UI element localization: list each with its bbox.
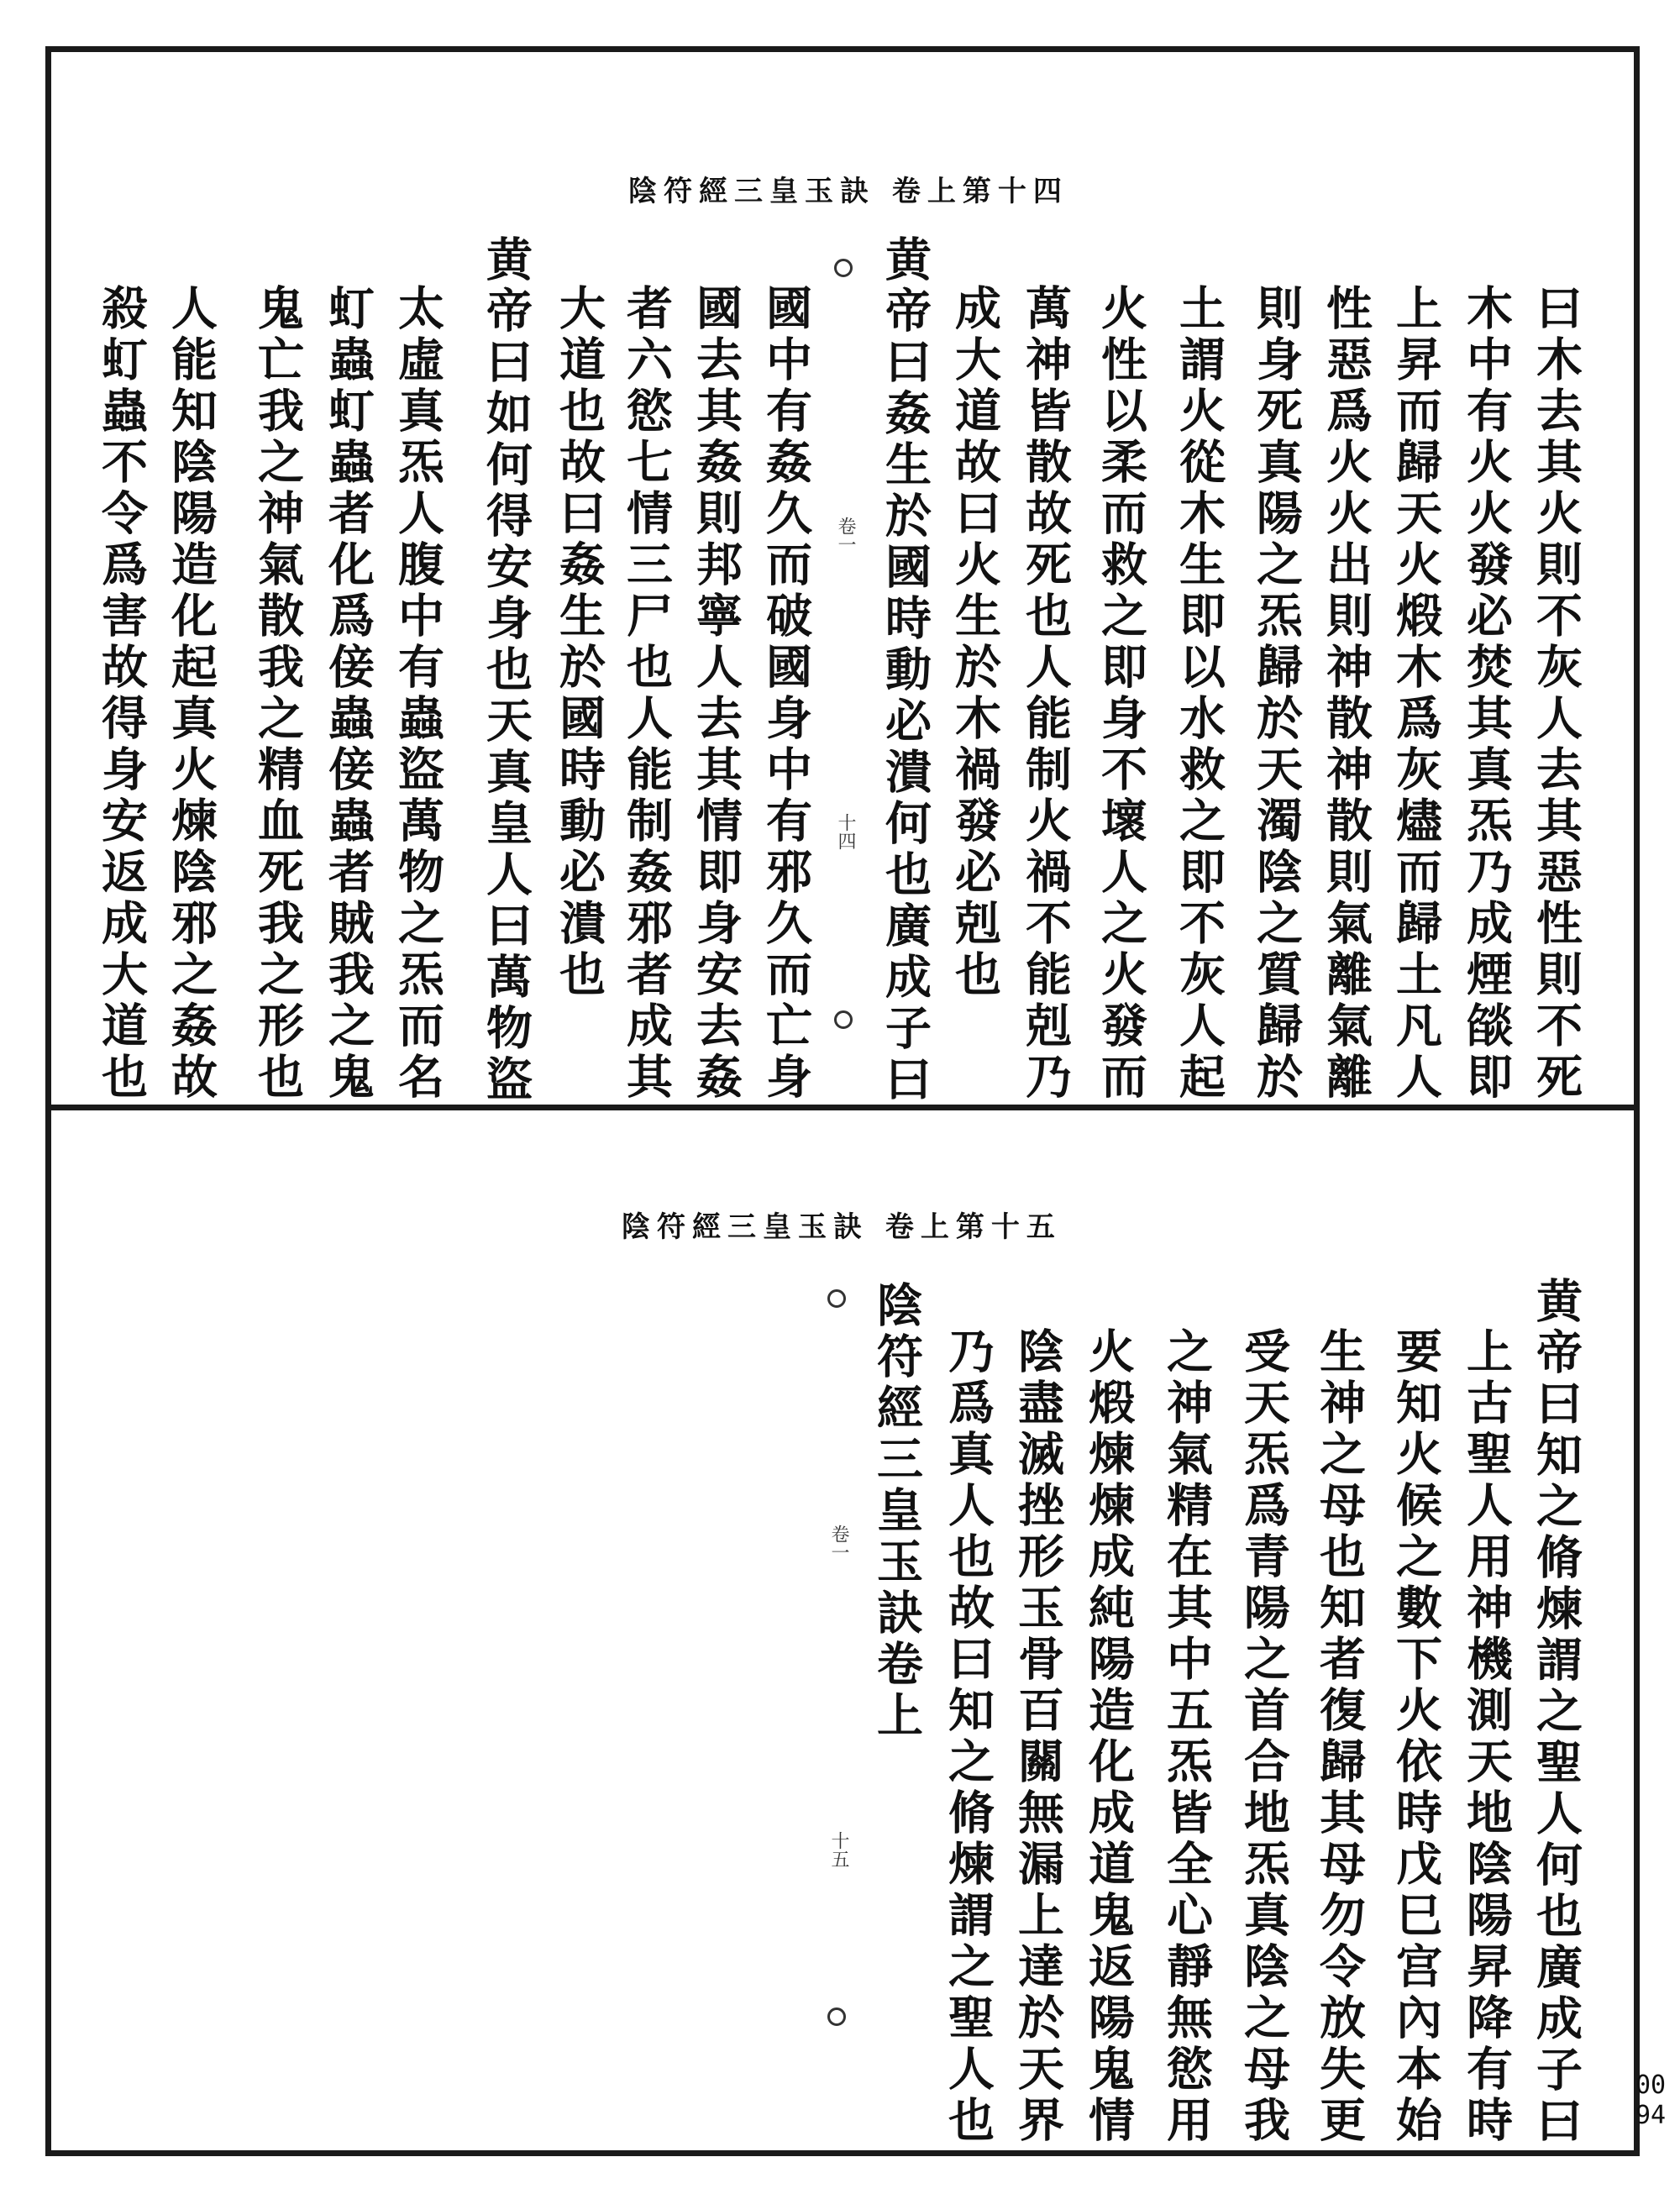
upper-column-15: 黄帝曰如何得安身也天真皇人曰萬物盜 (479, 235, 533, 1106)
paragraph-circle-mark (834, 1010, 853, 1029)
upper-column-16: 太虛真炁人腹中有蟲盜萬物之炁而名 (391, 284, 445, 1104)
lower-column-7: 火煅煉煉成純陽造化成道鬼返陽鬼情 (1081, 1327, 1136, 2147)
upper-column-19: 人能知陰陽造化起真火煉陰邪之姦故 (164, 284, 218, 1104)
upper-column-18: 鬼亡我之神氣散我之精血死我之形也 (250, 284, 305, 1104)
upper-column-5: 則身死真陽之炁歸於天濁陰之質歸於 (1249, 284, 1304, 1104)
upper-column-4: 性惡爲火火出則神散神散則氣離氣離 (1319, 284, 1373, 1104)
upper-column-20: 殺虰蟲不令爲害故得身安返成大道也 (94, 284, 149, 1104)
lower-column-6: 之神氣精在其中五炁皆全心靜無慾用 (1159, 1327, 1214, 2147)
upper-column-8: 萬神皆散故死也人能制火禍不能剋乃 (1018, 284, 1073, 1104)
paragraph-circle-mark (827, 2007, 846, 2026)
upper-column-10: 黄帝曰姦生於國時動必潰何也廣成子曰 (878, 235, 932, 1106)
paragraph-circle-mark (834, 259, 853, 277)
lower-page-header: 陰符經三皇玉訣 卷上第十五 (622, 1210, 1062, 1244)
lower-folio-number: 十五 (828, 1831, 849, 1868)
upper-page-header: 陰符經三皇玉訣 卷上第十四 (628, 175, 1068, 208)
lower-column-9: 乃爲真人也故曰知之脩煉謂之聖人也 (941, 1327, 995, 2147)
lower-column-5: 受天炁爲青陽之首合地炁真陰之母我 (1236, 1327, 1291, 2147)
upper-column-7: 火性以柔而救之即身不壞人之火發而 (1094, 284, 1148, 1104)
paragraph-circle-mark (827, 1289, 846, 1308)
upper-column-14: 大道也故曰姦生於國時動必潰也 (552, 284, 606, 1001)
upper-column-11: 國中有姦久而破國身中有邪久而亡身 (759, 284, 813, 1104)
lower-column-3: 要知火候之數下火依時戊巳宫內本始 (1389, 1327, 1443, 2147)
lower-column-8: 陰盡滅挫形玉骨百關無漏上達於天界 (1011, 1327, 1065, 2147)
upper-column-3: 上昇而歸天火煅木爲灰燼而歸土凡人 (1389, 284, 1443, 1104)
lower-column-10: 陰符經三皇玉訣卷上 (869, 1281, 924, 1742)
lower-column-4: 生神之母也知者復歸其母勿令放失更 (1312, 1327, 1367, 2147)
upper-column-9: 成大道故曰火生於木禍發必剋也 (948, 284, 1002, 1001)
upper-column-17: 虰蟲虰蟲者化爲倿蟲倿蟲者賊我之鬼 (321, 284, 375, 1104)
upper-column-2: 木中有火火發必焚其真炁乃成煙燄即 (1459, 284, 1514, 1104)
upper-column-6: 土謂火從木生即以水救之即不灰人起 (1172, 284, 1226, 1104)
page-number-stamp: 0094 (1635, 2070, 1667, 2130)
upper-column-13: 者六慾七情三尸也人能制姦邪者成其 (619, 284, 674, 1104)
lower-folio-volume: 卷一 (828, 1525, 849, 1561)
lower-column-2: 上古聖人用神機測天地陰陽昇降有時 (1459, 1327, 1514, 2147)
lower-column-1: 黄帝曰知之脩煉謂之聖人何也廣成子曰 (1529, 1277, 1583, 2148)
upper-column-1: 曰木去其火則不灰人去其惡性則不死 (1529, 284, 1583, 1104)
upper-folio-number: 十四 (835, 813, 856, 850)
upper-folio-volume: 卷一 (835, 517, 856, 554)
page-divider (45, 1105, 1640, 1110)
upper-column-12: 國去其姦則邦寧人去其情即身安去姦 (689, 284, 743, 1104)
